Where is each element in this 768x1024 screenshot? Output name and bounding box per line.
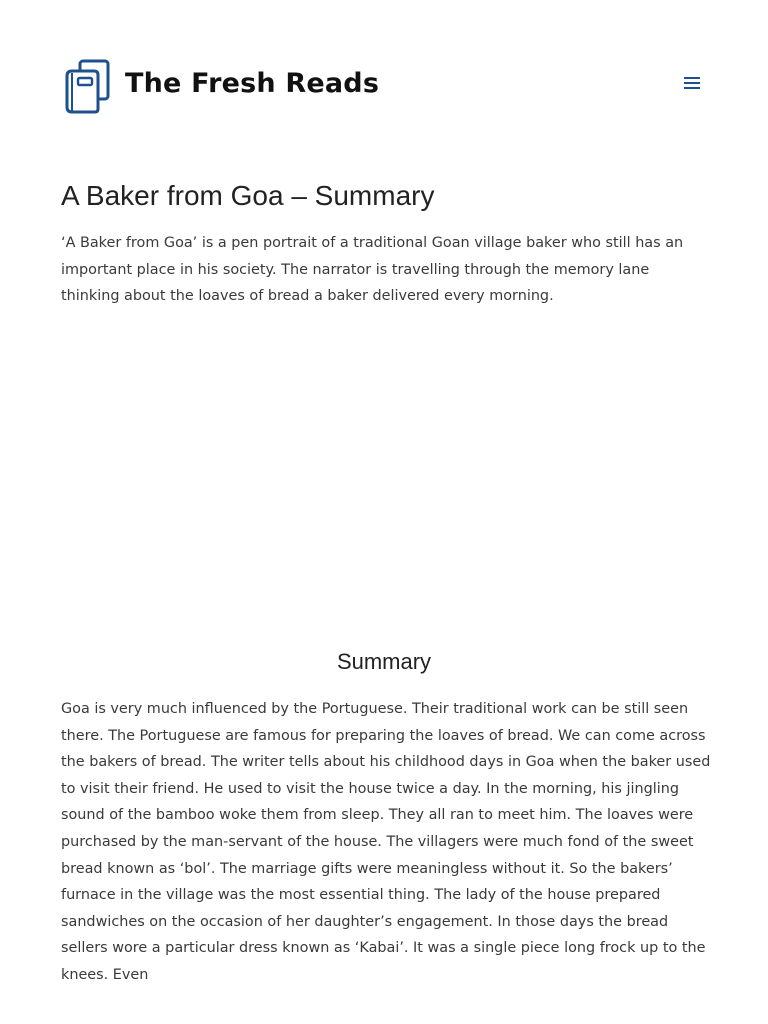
site-logo[interactable]	[64, 59, 112, 114]
books-icon	[64, 59, 112, 114]
hamburger-menu-icon	[684, 77, 700, 79]
summary-paragraph: Goa is very much influenced by the Portuguese. Their traditional work can be still seen there. The Portuguese are famous for preparing the loaves of bread. We can come across the bakers of bread. The writer tells about his childhood days in Goa when the baker used to visit their friend. He used to visit the house twice a day. In the morning, his jingling sound of the bamboo woke them from sleep. They all ran to meet him. The loaves were purchased by the man-servant of the house. The villagers were much fond of the sweet bread known as ‘bol’. The marriage gifts were meaningless without it. So the bakers’ furnace in the village was the most essential thing. The lady of the house prepared sandwiches on the occasion of her daughter’s engagement. In those days the bread sellers wore a particular dress known as ‘Kabai’. It was a single piece long frock up to the knees. Even	[61, 701, 711, 983]
page-title: A Baker from Goa – Summary	[61, 180, 435, 211]
menu-toggle-button[interactable]	[684, 77, 700, 91]
intro-paragraph: ‘A Baker from Goa’ is a pen portrait of a traditional Goan village baker who still has an important place in his society. The narrator is travelling through the memory lane thinking about the loaves of bread a baker delivered every morning.	[61, 235, 684, 305]
site-header	[61, 58, 703, 116]
site-title[interactable]: The Fresh Reads	[125, 68, 380, 99]
section-heading: Summary	[336, 649, 432, 674]
